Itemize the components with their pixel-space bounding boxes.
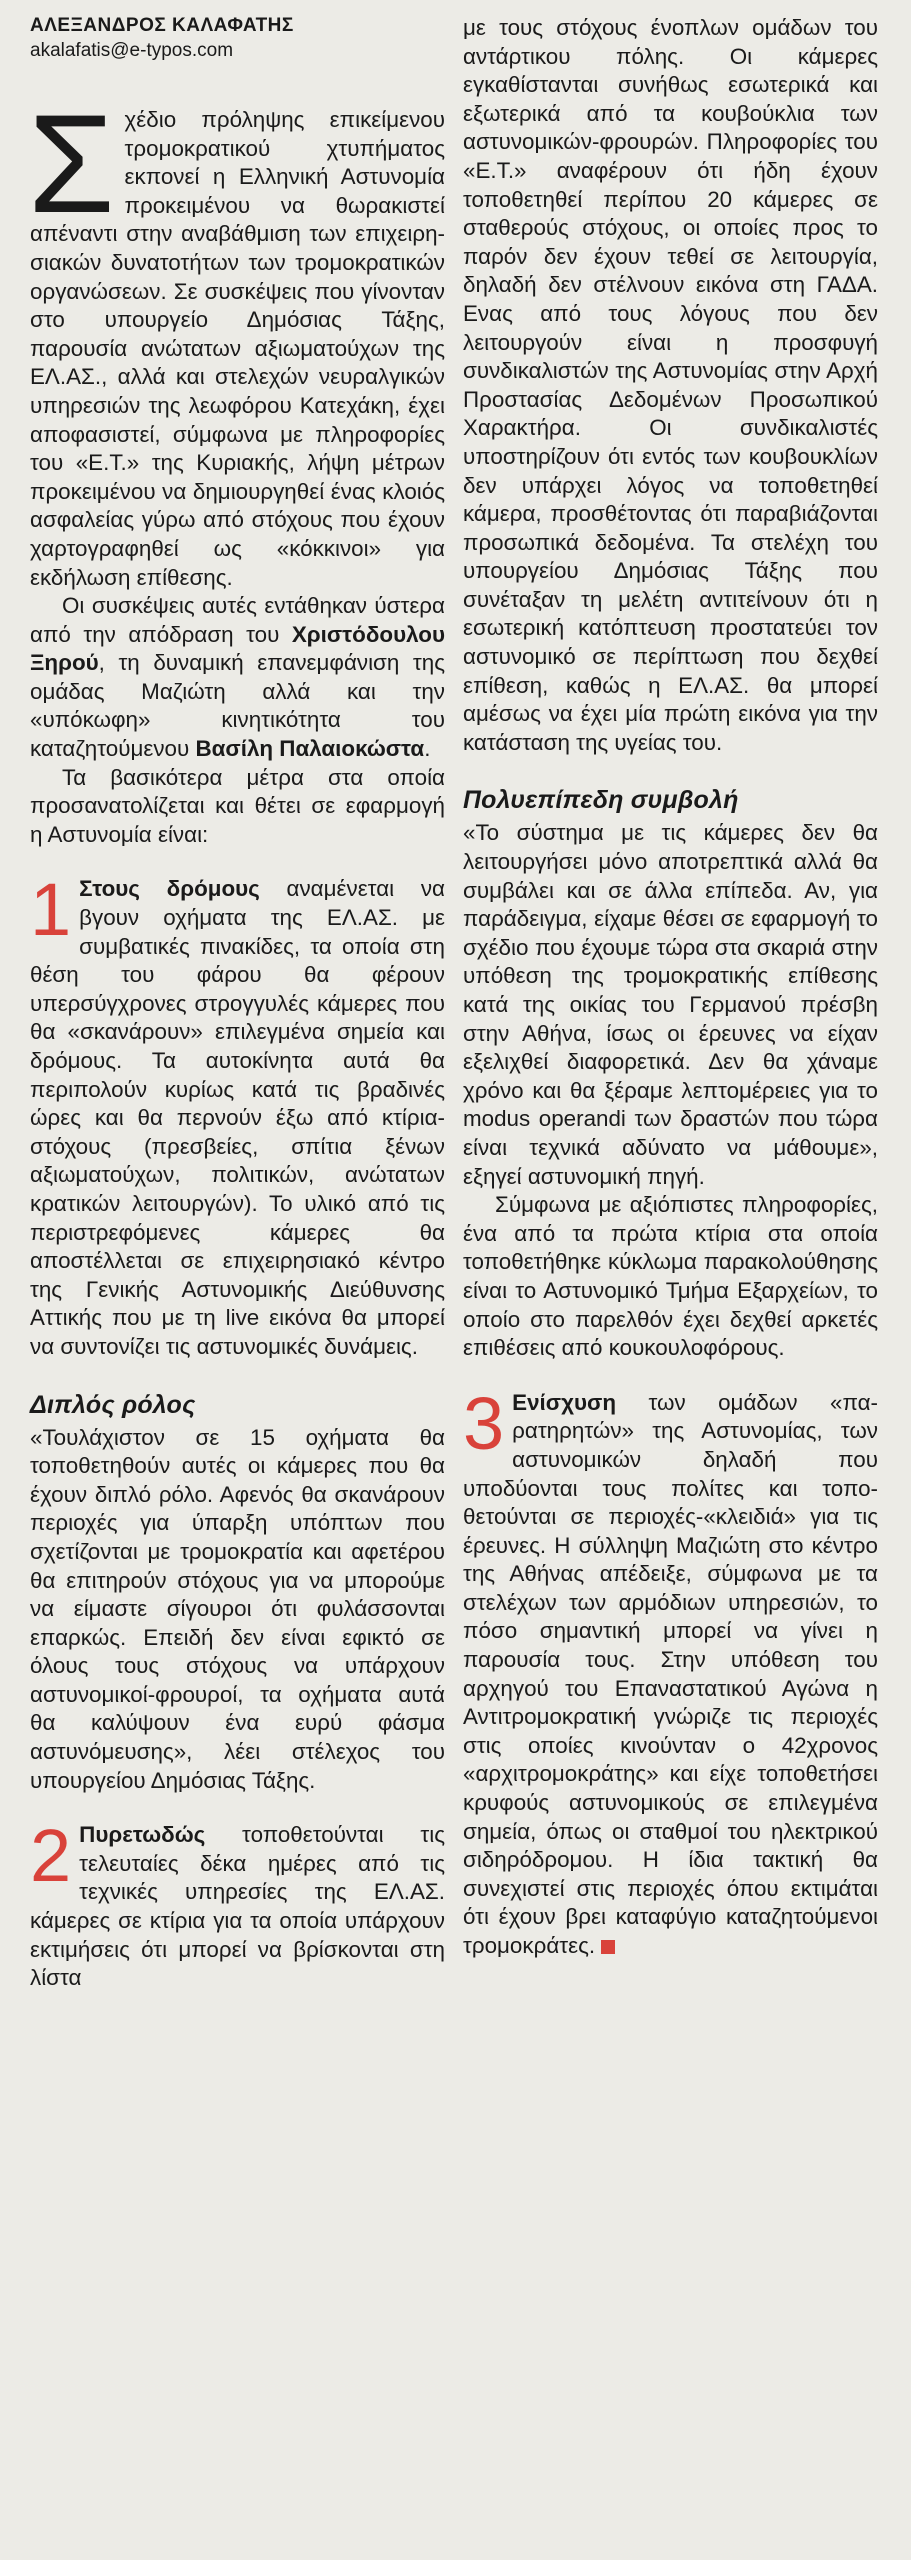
p2-text-c: . [424, 736, 431, 762]
column-right [463, 14, 878, 2560]
paragraph-3: Τα βασικότερα μέτρα στα οποία προσανατολίζεται και θέτει σε εφαρμογή η Αστυνομία είναι: [30, 764, 445, 847]
spacer [30, 849, 445, 875]
paragraph-7: Σύμφωνα με αξιόπιστες πληροφορίες, ένα από τα πρώτα κτίρια στα οποία τοποθετήθηκε κύκλωμα παρακολούθησης είναι το Αστυνομικό Τμήμα Εξαρχείων, το οποίο στο παρελθόν έχει δεχθεί αρκετές επιθέσεις από κουκουλοφόρους. [463, 1192, 878, 1361]
p2-text-b: , τη δυναμική επανεμφάνιση της ομάδας Μαζιώτη αλλά και την «υπόκωφη» κινητικότητα του καταζητούμενου [30, 650, 445, 762]
name-palaiokostas: Βασίλη Παλαιοκώστα [195, 736, 425, 762]
item-2-text: τοποθετούνται τις τελευταίες δέκα ημέρες από τις τεχνικές υπηρεσίες της ΕΛ.ΑΣ. κάμερες σε κτίρια για τα οποία υπάρχουν εκτιμήσεις ότι μπορεί να βρίσκονται στη λίστα [30, 1822, 445, 1991]
subheading-diplos-rolos: Διπλός ρόλος [30, 1390, 196, 1419]
author-name: ΑΛΕΞΑΝΔΡΟΣ ΚΑΛΑΦΑΤΗΣ [30, 15, 294, 36]
item-1-lead: Στους δρόμους [79, 876, 260, 902]
column-left [30, 14, 445, 2560]
paragraph-6: «Το σύστημα με τις κάμερες δεν θα λειτουργήσει μόνο αποτρεπτικά αλλά θα συμβάλει και σε άλλα επίπεδα. Αν, για παράδειγμα, είχαμε θέσει σε εφαρμογή το σχέδιο που έχουμε τώρα στα σκαριά στην υπόθεση της τρομοκρατικής επίθεσης κατά της οικίας του Γερμανού πρέσβη στην Αθήνα, ίσως οι έρευνες να είχαν εξελιχθεί διαφορετικά. Δεν θα χάναμε χρόνο και θα ξέραμε λεπτομέρειες για το modus operandi των δραστών που τώρα είναι τεχνικά αδύνατο να μάθουμε», εξηγεί αστυνομική πηγή. [463, 820, 878, 1189]
item-3 [463, 1381, 878, 1961]
paragraph-2 [30, 592, 445, 764]
spacer [30, 1795, 445, 1821]
item-3-lead: Ενίσχυση [512, 1389, 616, 1415]
lead-text: χέδιο πρόληψης επικείμενου τρομοκρατικού χτυπήματος εκπονεί η Ελληνική Αστυνομία προκειμένου να θωρακιστεί απέναντι στην αναβάθμιση των επιχειρησιακών δυνατοτήτων των τρομοκρατικών οργανώσεων. Σε συσκέψεις που γίνονταν στο υπουργείο Δημόσιας Τάξης, παρουσία ανώτατων αξιωματούχων της ΕΛ.ΑΣ., αλλά και στελεχών νευραλγικών υπηρεσιών της λεωφόρου Κατεχάκη, έχει αποφασιστεί, σύμφωνα με πληροφορίες του «Ε.Τ.» της Κυριακής, λήψη μέτρων προκειμένου να δημιουργηθεί ένας κλοιός ασφαλείας γύρω από στόχους που έχουν χαρτογραφηθεί ως «κόκκινοι» για εκδήλωση επίθεσης. [30, 107, 445, 590]
drop-cap: Σ [28, 85, 115, 242]
paragraph-4: «Τουλάχιστον σε 15 οχήματα θα τοποθετηθούν αυτές οι κάμερες που θα έχουν διπλό ρόλο. Αφενός θα σκανάρουν περιοχές για ύπαρξη υπόπτων που σχετίζονται με τρομοκρατία και αφετέρου θα επιτηρούν στόχους για να μπορούμε να είμαστε σίγουροι ότι φυλάσσονται επαρκώς. Επειδή δεν είναι εφικτό σε όλους τους στόχους να υπάρχουν αστυνομικοί-φρουροί, τα οχήματα αυτά θα καλύψουν ένα ευρύ φάσμα αστυνόμευσης», λέει στέλεχος του υπουργείου Δημόσιας Τάξης. [30, 1424, 445, 1793]
spacer [463, 1363, 878, 1389]
paragraph-5: με τους στόχους ένοπλων ομάδων του αντάρτικου πόλης. Οι κάμερες εγκαθίστανται συνήθως εσωτερικά και εξωτερικά από τα κουβούκλια των αστυνομικών-φρουρών. Πληροφορίες του «Ε.Τ.» αναφέρουν ότι ήδη έχουν τοποθετηθεί περίπου 20 κάμερες σε σταθερούς στόχους, οι οποίες προς το παρόν δεν έχουν τεθεί σε λειτουργία, δηλαδή δεν στέλνουν εικόνα στη ΓΑΔΑ. Ενας από τους λόγους που δεν λειτουργούν είναι η προσφυγή συνδικαλιστών της Αστυνομίας στην Αρχή Προστασίας Δεδομένων Προσωπικού Χαρακτήρα. Οι συνδικαλιστές υποστηρίζουν ότι εντός των κουβουκλίων δεν υπάρχει λόγος να τοποθετηθεί κάμερα, προσθέτοντας ότι παραβιάζονται προσωπικά δεδομένα. Τα στελέχη του υπουργείου Δημόσιας Τάξης που συνέταξαν τη μελέτη αντιτείνουν ότι η εσωτερική κατόπτευση προστατεύει τον αστυνομικό σε περίπτωση που δεχθεί επίθεση, καθώς η ΕΛ.ΑΣ. θα μπορεί αμέσως να έχει μία πρώτη εικόνα για την κατάσταση της υγείας του. [463, 15, 878, 755]
lead-paragraph [28, 85, 445, 592]
subheading-polyepipedi: Πολυεπίπεδη συμβολή [463, 786, 739, 815]
item-1 [30, 868, 445, 1361]
author-email: akalafatis@e-typos.com [30, 40, 234, 61]
end-of-article-mark [601, 1940, 615, 1954]
item-1-text: αναμένεται να βγουν οχήματα της ΕΛ.ΑΣ. με συμβατικές πινακίδες, τα οποία στη θέση του φάρου θα φέρουν υπερσύγχρονες στρογγυλές κάμερες που θα «σκανάρουν» επιλεγμένα σημεία και δρόμους. Τα αυτοκίνητα αυτά θα περιπολούν κυρίως κατά τις βραδινές ώρες και θα περνούν έξω από κτίρια-στόχους (πρεσβείες, σπίτια ξένων αξιωματούχων, πολιτικών, ανώτατων κρατικών λειτουργών). Το υλικό από τις περιστρεφόμενες κάμερες θα αποστέλλεται σε επιχειρησιακό κέντρο της Γενικής Αστυνομικής Διεύθυνσης Αττικής που με τη live εικόνα θα μπορεί να συντονίζει τις αστυνομικές δυνάμεις. [30, 876, 445, 1359]
p2-text-a: Οι συσκέψεις αυτές εντάθηκαν ύστερα από την απόδραση του [30, 593, 445, 647]
item-2-lead: Πυρετωδώς [79, 1822, 206, 1848]
item-3-text: των ομάδων «παρατηρητών» της Αστυνομίας, των αστυνομικών δηλαδή που υποδύονται τους πολίτες και τοποθετούνται σε περιοχές-«κλειδιά» για τις έρευνες. Η σύλληψη Μαζιώτη στο κέντρο της Αθήνας απέδειξε, σύμφωνα με τα στελέχων των αρμόδιων υπηρεσιών, το πόσο σημαντική μπορεί να γίνει η παρουσία τους. Στην υπόθεση του αρχηγού του Επαναστατικού Αγώνα η Αντιτρομοκρατική γνώριζε τις περιοχές στις οποίες κινούνταν ο 42χρονος «αρχιτρομοκράτης» και είχε τοποθετήσει κρυφούς αστυνομικούς σε επιλεγμένα σημεία, όπως οι σταθμοί του ηλεκτρικού σιδηρόδρομου. Η ίδια τακτική θα συνεχιστεί στις περιοχές όπου εκτιμάται ότι έχουν βρει καταφύγιο καταζητούμενοι τρομοκράτες. [463, 1389, 878, 1958]
name-xiros: Χριστόδουλου Ξηρού [30, 621, 445, 676]
item-number-3: 3 [463, 1381, 505, 1465]
item-number-1: 1 [30, 868, 72, 952]
item-number-2: 2 [30, 1814, 72, 1898]
item-2 [30, 1814, 445, 1993]
